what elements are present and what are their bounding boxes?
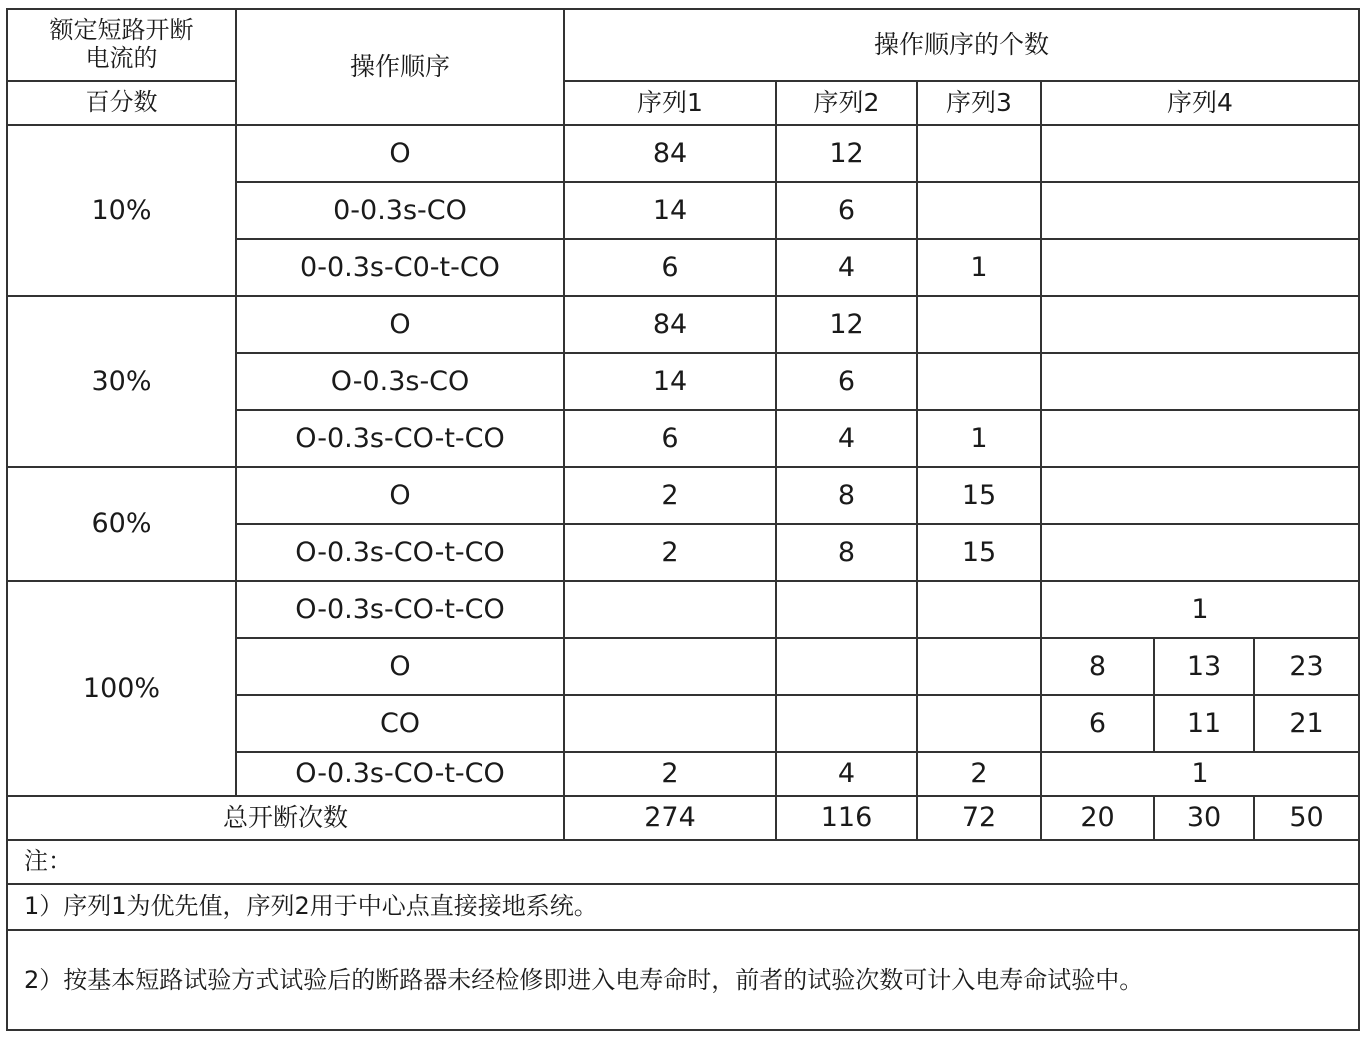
seq3-cell (917, 695, 1041, 752)
seq4-cell (1041, 239, 1359, 296)
seq4-cell (1041, 524, 1359, 581)
operation-cell: 0-0.3s-CO (236, 182, 564, 239)
seq4c-cell: 23 (1254, 638, 1359, 695)
total-seq4c: 50 (1254, 796, 1359, 840)
seq4-cell (1041, 467, 1359, 524)
seq3-cell: 1 (917, 239, 1041, 296)
seq3-cell (917, 638, 1041, 695)
header-sequence-count: 操作顺序的个数 (564, 9, 1359, 81)
totals-label: 总开断次数 (7, 796, 564, 840)
percent-cell: 10% (7, 125, 236, 296)
header-percent-line2: 电流的 (85, 44, 158, 72)
operation-cell: O (236, 296, 564, 353)
operation-cell: O-0.3s-CO-t-CO (236, 752, 564, 796)
operation-cell: O-0.3s-CO-t-CO (236, 581, 564, 638)
header-seq4: 序列4 (1041, 81, 1359, 125)
percent-cell: 100% (7, 581, 236, 796)
header-row (7, 81, 1359, 125)
seq1-cell: 84 (564, 125, 776, 182)
seq4-cell: 1 (1041, 581, 1359, 638)
seq2-cell: 4 (776, 410, 917, 467)
seq3-cell: 15 (917, 467, 1041, 524)
table-row (7, 296, 1359, 353)
operation-cell: O (236, 125, 564, 182)
seq2-cell: 4 (776, 239, 917, 296)
seq4-cell (1041, 353, 1359, 410)
seq1-cell: 6 (564, 410, 776, 467)
note-row (7, 840, 1359, 884)
seq4c-cell: 21 (1254, 695, 1359, 752)
seq2-cell: 12 (776, 296, 917, 353)
table-row (7, 125, 1359, 182)
total-seq3: 72 (917, 796, 1041, 840)
seq2-cell: 8 (776, 467, 917, 524)
seq4b-cell: 13 (1154, 638, 1254, 695)
seq3-cell: 1 (917, 410, 1041, 467)
seq1-cell: 84 (564, 296, 776, 353)
header-percent-cell (7, 9, 236, 81)
header-percent-line3: 百分数 (7, 81, 236, 125)
seq1-cell: 6 (564, 239, 776, 296)
total-seq2: 116 (776, 796, 917, 840)
seq3-cell (917, 296, 1041, 353)
seq2-cell (776, 638, 917, 695)
seq2-cell: 12 (776, 125, 917, 182)
seq4a-cell: 8 (1041, 638, 1154, 695)
note-2: 2）按基本短路试验方式试验后的断路器未经检修即进入电寿命时，前者的试验次数可计入电寿命试验中。 (7, 930, 1359, 1030)
seq1-cell: 2 (564, 752, 776, 796)
test-sequence-table (6, 8, 1360, 1031)
seq4-cell (1041, 125, 1359, 182)
seq3-cell: 2 (917, 752, 1041, 796)
seq2-cell (776, 695, 917, 752)
header-row (7, 9, 1359, 81)
operation-cell: O (236, 467, 564, 524)
seq1-cell (564, 695, 776, 752)
seq4a-cell: 6 (1041, 695, 1154, 752)
table-container (6, 8, 1360, 1031)
table-row (7, 581, 1359, 638)
percent-cell: 60% (7, 467, 236, 581)
note-1: 1）序列1为优先值，序列2用于中心点直接接地系统。 (7, 884, 1359, 930)
seq1-cell: 2 (564, 467, 776, 524)
header-seq1: 序列1 (564, 81, 776, 125)
seq2-cell (776, 581, 917, 638)
seq2-cell: 8 (776, 524, 917, 581)
note-row (7, 884, 1359, 930)
seq3-cell (917, 182, 1041, 239)
seq4-cell (1041, 182, 1359, 239)
operation-cell: O-0.3s-CO-t-CO (236, 410, 564, 467)
total-seq4b: 30 (1154, 796, 1254, 840)
total-seq1: 274 (564, 796, 776, 840)
header-percent-line1: 额定短路开断 (49, 16, 194, 45)
header-seq3: 序列3 (917, 81, 1041, 125)
total-seq4a: 20 (1041, 796, 1154, 840)
note-row (7, 930, 1359, 1030)
seq2-cell: 4 (776, 752, 917, 796)
seq3-cell (917, 125, 1041, 182)
seq1-cell: 14 (564, 182, 776, 239)
seq4b-cell: 11 (1154, 695, 1254, 752)
seq1-cell (564, 581, 776, 638)
operation-cell: 0-0.3s-C0-t-CO (236, 239, 564, 296)
operation-cell: O (236, 638, 564, 695)
seq1-cell: 2 (564, 524, 776, 581)
seq3-cell (917, 581, 1041, 638)
seq4-cell (1041, 296, 1359, 353)
table-row (7, 467, 1359, 524)
operation-cell: O-0.3s-CO-t-CO (236, 524, 564, 581)
seq1-cell (564, 638, 776, 695)
operation-cell: CO (236, 695, 564, 752)
seq4-cell: 1 (1041, 752, 1359, 796)
header-seq2: 序列2 (776, 81, 917, 125)
seq3-cell: 15 (917, 524, 1041, 581)
header-operation-sequence: 操作顺序 (236, 9, 564, 125)
percent-cell: 30% (7, 296, 236, 467)
seq1-cell: 14 (564, 353, 776, 410)
seq4-cell (1041, 410, 1359, 467)
seq2-cell: 6 (776, 353, 917, 410)
note-title: 注： (7, 840, 1359, 884)
seq3-cell (917, 353, 1041, 410)
seq2-cell: 6 (776, 182, 917, 239)
operation-cell: O-0.3s-CO (236, 353, 564, 410)
totals-row (7, 796, 1359, 840)
